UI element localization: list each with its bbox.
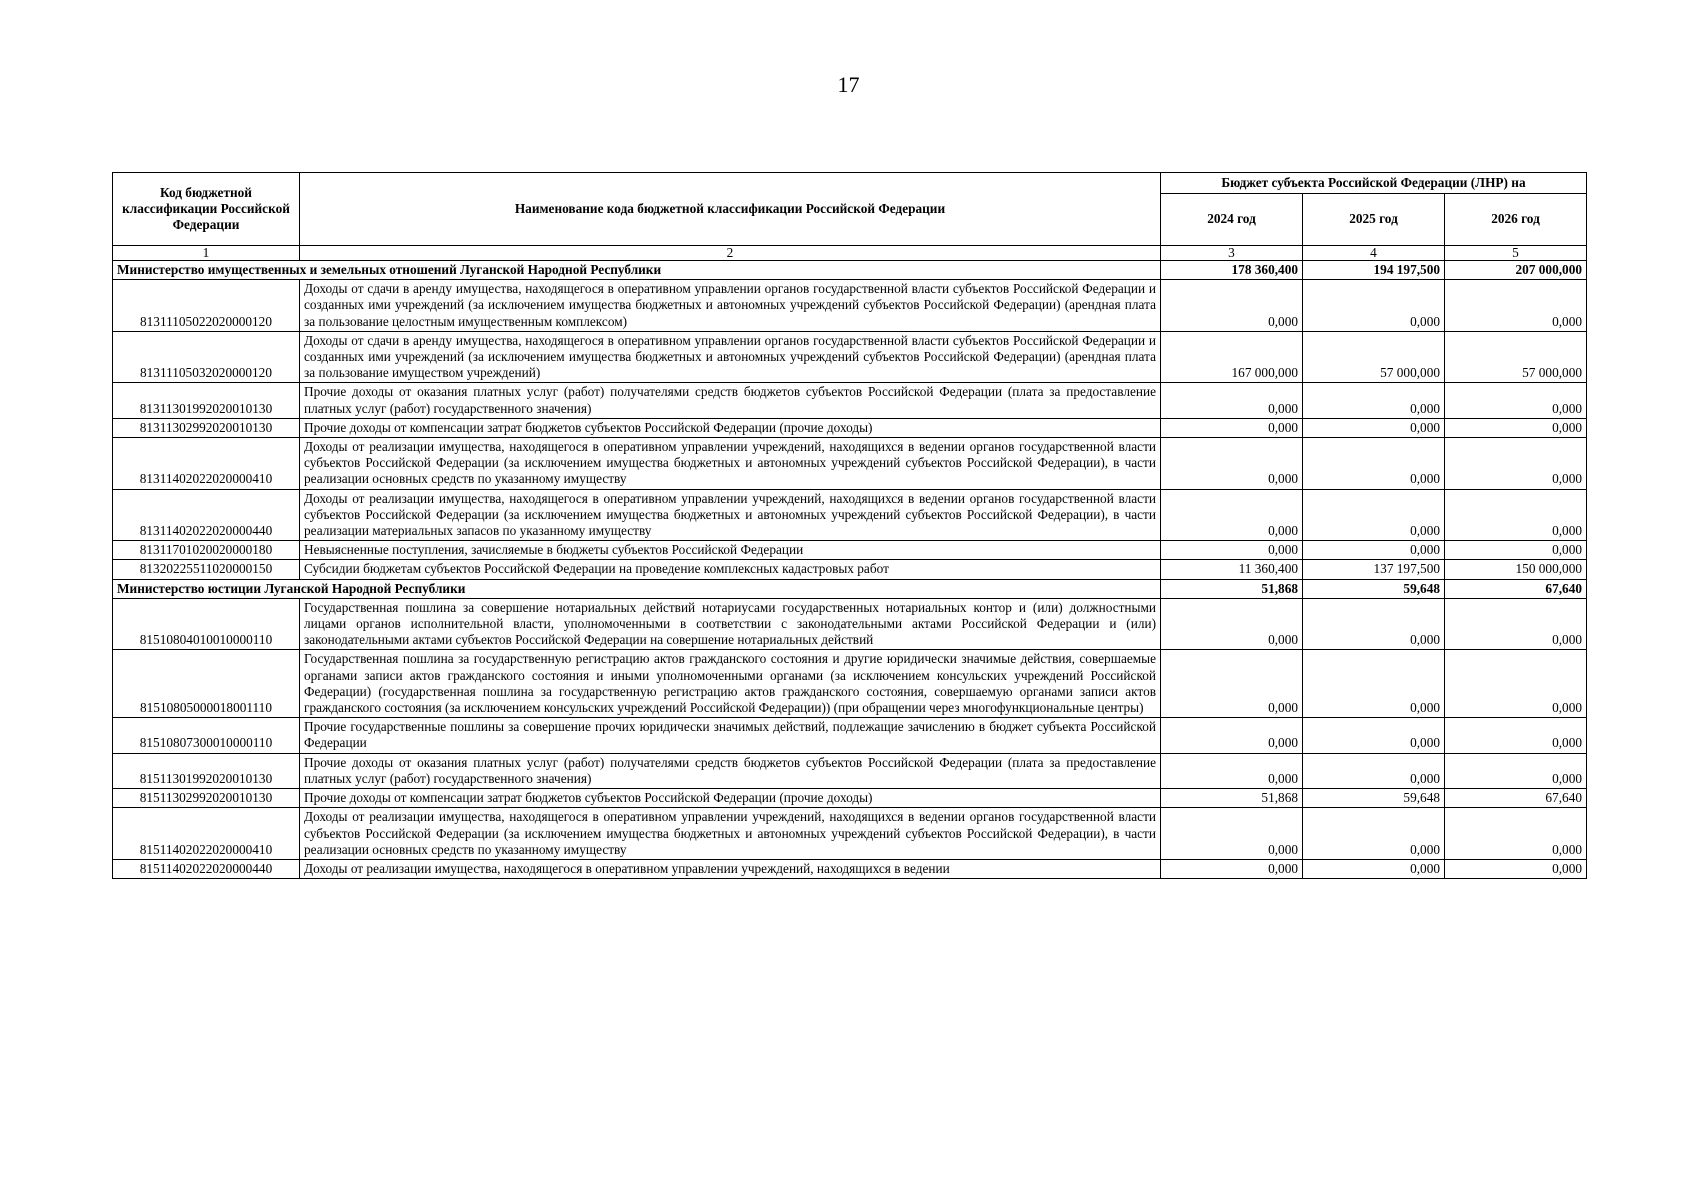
table-row — [113, 331, 1587, 383]
budget-value: 0,000 — [1303, 489, 1445, 541]
budget-code-name: Доходы от реализации имущества, находящегося в оперативном управлении учреждений, находящихся в ведении органов государственной власти субъектов Российской Федерации (за исключением имущества бюджетных и автономных учреждений субъектов Российской Федерации), в части реализации основных средств по указанному имуществу — [300, 438, 1161, 490]
header-code: Код бюджетной классификации Российской Федерации — [113, 173, 300, 246]
budget-value: 0,000 — [1303, 280, 1445, 332]
budget-value: 59,648 — [1303, 789, 1445, 808]
budget-value: 0,000 — [1303, 383, 1445, 418]
budget-code-name: Субсидии бюджетам субъектов Российской Федерации на проведение комплексных кадастровых работ — [300, 560, 1161, 579]
table-row — [113, 859, 1587, 878]
header-budget: Бюджет субъекта Российской Федерации (ЛНР) на — [1161, 173, 1587, 194]
section-total: 67,640 — [1445, 579, 1587, 598]
table-row — [113, 789, 1587, 808]
budget-value: 0,000 — [1161, 650, 1303, 718]
table-row — [113, 418, 1587, 437]
budget-value: 0,000 — [1445, 541, 1587, 560]
budget-code: 81511302992020010130 — [113, 789, 300, 808]
budget-value: 150 000,000 — [1445, 560, 1587, 579]
page-number: 17 — [837, 72, 860, 97]
budget-value: 0,000 — [1445, 718, 1587, 753]
budget-value: 0,000 — [1303, 808, 1445, 860]
table-row — [113, 383, 1587, 418]
budget-code: 81511402022020000440 — [113, 859, 300, 878]
budget-code-name: Государственная пошлина за государственную регистрацию актов гражданского состояния и другие юридически значимые действия, совершаемые органами записи актов гражданского состояния и иными уполномоченными органами (за исключением консульских учреждений Российской Федерации) (государственная пошлина за государственную регистрацию актов гражданского состояния, совершаемую органами записи актов гражданского состояния (за исключением консульских учреждений Российской Федерации)) (при обращении через многофункциональные центры) — [300, 650, 1161, 718]
budget-code-name: Государственная пошлина за совершение нотариальных действий нотариусами государственных нотариальных контор и (или) должностными лицами органов исполнительной власти, уполномоченными в соответствии с законодательными актами Российской Федерации и (или) законодательными актами субъектов Российской Федерации на совершение нотариальных действий — [300, 598, 1161, 650]
budget-value: 137 197,500 — [1303, 560, 1445, 579]
budget-value: 0,000 — [1303, 753, 1445, 788]
budget-value: 0,000 — [1445, 859, 1587, 878]
budget-value: 0,000 — [1161, 280, 1303, 332]
table-row — [113, 598, 1587, 650]
budget-code: 81311105032020000120 — [113, 331, 300, 383]
budget-value: 0,000 — [1445, 753, 1587, 788]
column-number: 3 — [1161, 246, 1303, 261]
budget-table — [112, 172, 1587, 879]
section-total: 207 000,000 — [1445, 261, 1587, 280]
header-name: Наименование кода бюджетной классификации Российской Федерации — [300, 173, 1161, 246]
table-row — [113, 438, 1587, 490]
budget-code: 81511402022020000410 — [113, 808, 300, 860]
budget-code-name: Доходы от сдачи в аренду имущества, находящегося в оперативном управлении органов государственной власти субъектов Российской Федерации и созданных ими учреждений (за исключением имущества бюджетных и автономных учреждений субъектов Российской Федерации) (арендная плата за пользование имуществом учреждений) — [300, 331, 1161, 383]
table-row — [113, 718, 1587, 753]
budget-code: 81311402022020000440 — [113, 489, 300, 541]
budget-value: 0,000 — [1445, 808, 1587, 860]
budget-code: 81320225511020000150 — [113, 560, 300, 579]
column-number: 4 — [1303, 246, 1445, 261]
budget-value: 0,000 — [1303, 859, 1445, 878]
table-row — [113, 489, 1587, 541]
budget-value: 0,000 — [1303, 718, 1445, 753]
budget-value: 0,000 — [1161, 438, 1303, 490]
budget-value: 0,000 — [1445, 650, 1587, 718]
budget-value: 0,000 — [1161, 489, 1303, 541]
budget-code: 81510804010010000110 — [113, 598, 300, 650]
budget-code-name: Прочие доходы от компенсации затрат бюджетов субъектов Российской Федерации (прочие доходы) — [300, 418, 1161, 437]
table-body — [113, 246, 1587, 879]
budget-value: 0,000 — [1445, 489, 1587, 541]
table-row — [113, 541, 1587, 560]
budget-value: 0,000 — [1161, 808, 1303, 860]
section-total: 178 360,400 — [1161, 261, 1303, 280]
header-year-2026: 2026 год — [1445, 194, 1587, 246]
budget-value: 0,000 — [1161, 718, 1303, 753]
table-row — [113, 753, 1587, 788]
budget-value: 0,000 — [1161, 383, 1303, 418]
budget-code: 81311105022020000120 — [113, 280, 300, 332]
budget-code-name: Доходы от реализации имущества, находящегося в оперативном управлении учреждений, находящихся в ведении органов государственной власти субъектов Российской Федерации (за исключением имущества бюджетных и автономных учреждений субъектов Российской Федерации), в части реализации материальных запасов по указанному имуществу — [300, 489, 1161, 541]
table-row — [113, 808, 1587, 860]
budget-value: 0,000 — [1445, 598, 1587, 650]
column-number: 2 — [300, 246, 1161, 261]
section-title: Министерство имущественных и земельных отношений Луганской Народной Республики — [113, 261, 1161, 280]
budget-code-name: Прочие доходы от оказания платных услуг (работ) получателями средств бюджетов субъектов Российской Федерации (плата за предоставление платных услуг (работ) государственного значения) — [300, 753, 1161, 788]
column-numbers-row — [113, 246, 1587, 261]
budget-value: 57 000,000 — [1445, 331, 1587, 383]
budget-code: 81311701020020000180 — [113, 541, 300, 560]
section-row — [113, 579, 1587, 598]
header-row — [113, 173, 1587, 194]
header-year-2024: 2024 год — [1161, 194, 1303, 246]
budget-value: 0,000 — [1445, 383, 1587, 418]
budget-value: 51,868 — [1161, 789, 1303, 808]
table-row — [113, 560, 1587, 579]
budget-code: 81510805000018001110 — [113, 650, 300, 718]
section-total: 51,868 — [1161, 579, 1303, 598]
budget-value: 0,000 — [1161, 418, 1303, 437]
header-year-2025: 2025 год — [1303, 194, 1445, 246]
budget-value: 0,000 — [1161, 859, 1303, 878]
budget-value: 0,000 — [1161, 753, 1303, 788]
budget-code: 81510807300010000110 — [113, 718, 300, 753]
column-number: 1 — [113, 246, 300, 261]
budget-code: 81311402022020000410 — [113, 438, 300, 490]
budget-value: 0,000 — [1303, 418, 1445, 437]
budget-code-name: Доходы от сдачи в аренду имущества, находящегося в оперативном управлении органов государственной власти субъектов Российской Федерации и созданных ими учреждений (за исключением имущества бюджетных и автономных учреждений субъектов Российской Федерации) (арендная плата за пользование целостным имущественным комплексом) — [300, 280, 1161, 332]
table-row — [113, 280, 1587, 332]
section-total: 194 197,500 — [1303, 261, 1445, 280]
budget-value: 0,000 — [1303, 438, 1445, 490]
budget-code: 81311301992020010130 — [113, 383, 300, 418]
budget-value: 0,000 — [1303, 541, 1445, 560]
budget-value: 167 000,000 — [1161, 331, 1303, 383]
budget-value: 67,640 — [1445, 789, 1587, 808]
budget-code: 81511301992020010130 — [113, 753, 300, 788]
budget-value: 11 360,400 — [1161, 560, 1303, 579]
budget-code-name: Доходы от реализации имущества, находящегося в оперативном управлении учреждений, находящихся в ведении — [300, 859, 1161, 878]
section-total: 59,648 — [1303, 579, 1445, 598]
budget-code-name: Доходы от реализации имущества, находящегося в оперативном управлении учреждений, находящихся в ведении органов государственной власти субъектов Российской Федерации (за исключением имущества бюджетных и автономных учреждений субъектов Российской Федерации), в части реализации основных средств по указанному имуществу — [300, 808, 1161, 860]
budget-value: 0,000 — [1445, 280, 1587, 332]
budget-code-name: Прочие государственные пошлины за совершение прочих юридически значимых действий, подлежащие зачислению в бюджет субъекта Российской Федерации — [300, 718, 1161, 753]
budget-code: 81311302992020010130 — [113, 418, 300, 437]
budget-value: 0,000 — [1445, 418, 1587, 437]
budget-value: 57 000,000 — [1303, 331, 1445, 383]
budget-code-name: Прочие доходы от оказания платных услуг (работ) получателями средств бюджетов субъектов Российской Федерации (плата за предоставление платных услуг (работ) государственного значения) — [300, 383, 1161, 418]
budget-value: 0,000 — [1445, 438, 1587, 490]
table-row — [113, 650, 1587, 718]
column-number: 5 — [1445, 246, 1587, 261]
budget-value: 0,000 — [1303, 598, 1445, 650]
budget-value: 0,000 — [1161, 598, 1303, 650]
section-row — [113, 261, 1587, 280]
budget-value: 0,000 — [1161, 541, 1303, 560]
section-title: Министерство юстиции Луганской Народной Республики — [113, 579, 1161, 598]
budget-code-name: Прочие доходы от компенсации затрат бюджетов субъектов Российской Федерации (прочие доходы) — [300, 789, 1161, 808]
budget-code-name: Невыясненные поступления, зачисляемые в бюджеты субъектов Российской Федерации — [300, 541, 1161, 560]
budget-value: 0,000 — [1303, 650, 1445, 718]
